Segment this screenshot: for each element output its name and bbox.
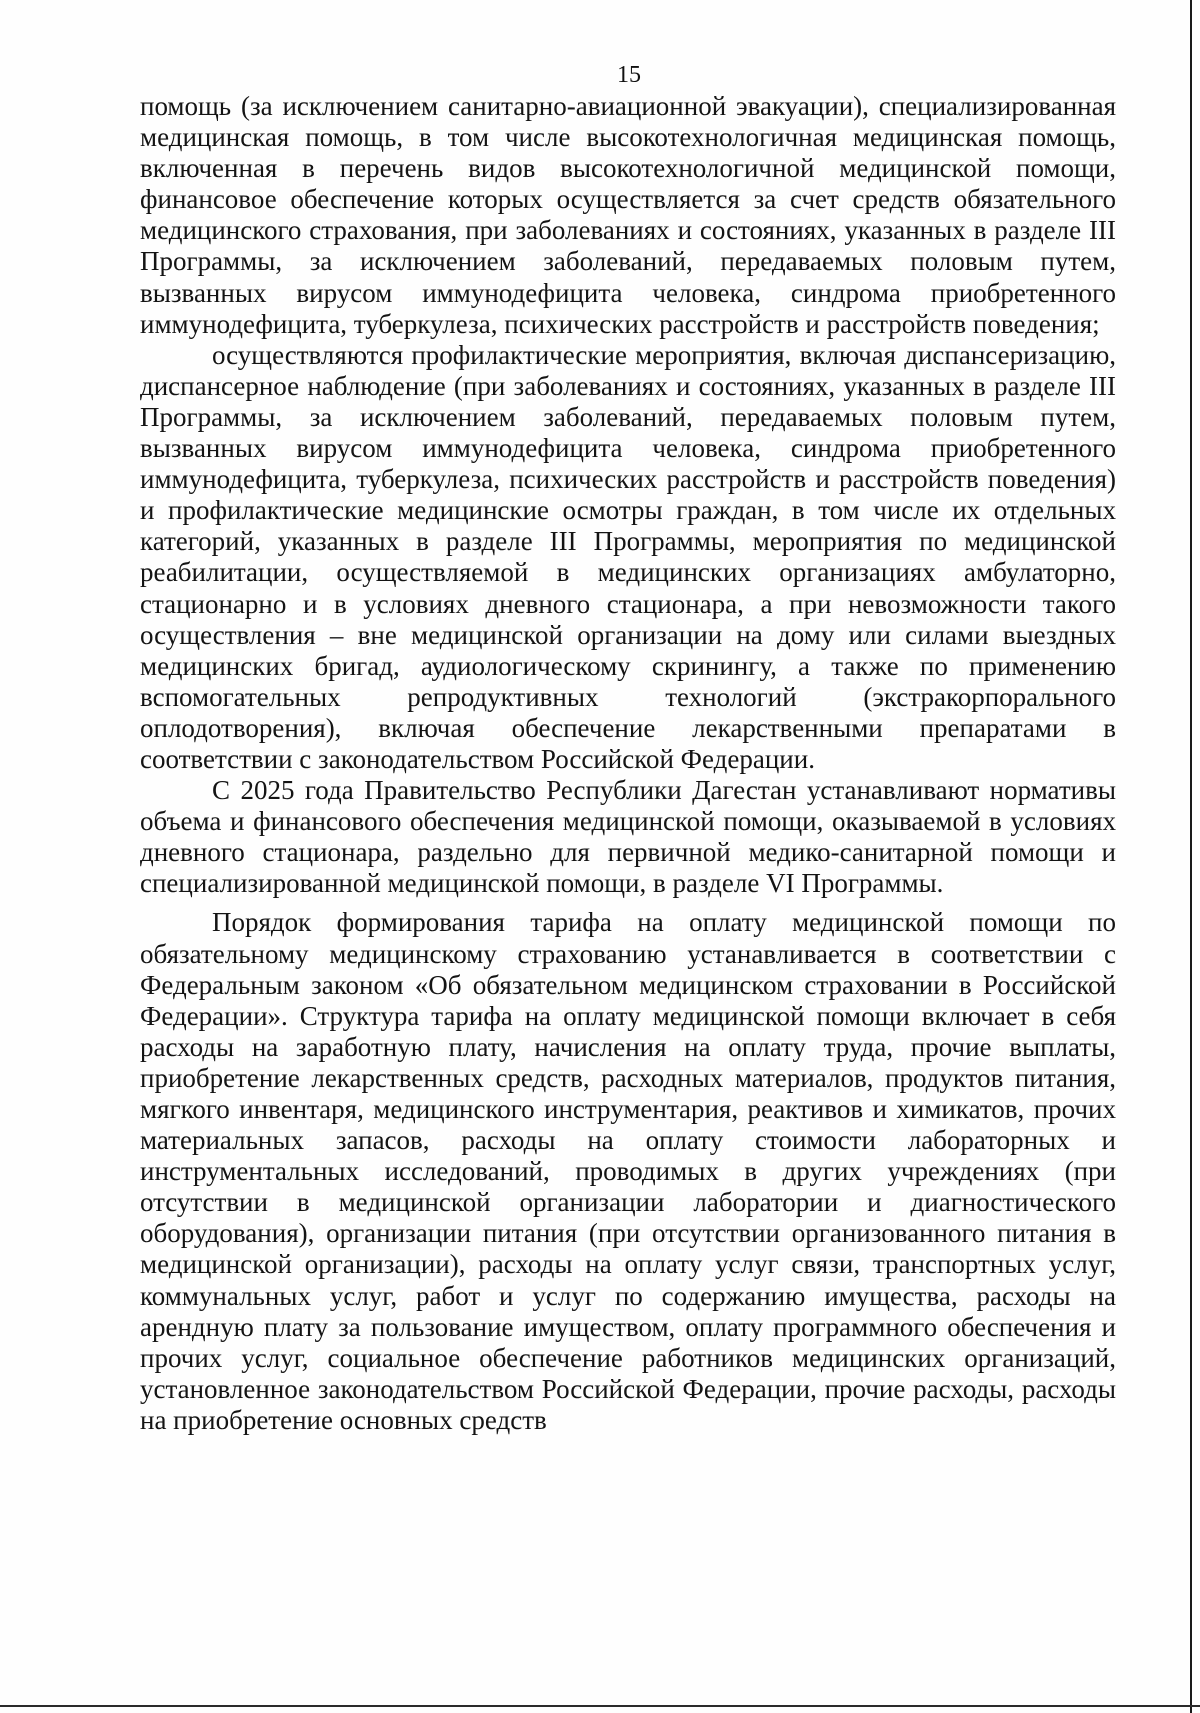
paragraph-4: Порядок формирования тарифа на оплату медицинской помощи по обязательному медицинскому страхованию устанавливается в соответствии с Федеральным законом «Об обязательном медицинском страховании в Российской Федерации». Структура тарифа на оплату медицинской помощи включает в себя расходы на заработную плату, начисления на оплату труда, прочие выплаты, приобретение лекарственных средств, расходных материалов, продуктов питания, мягкого инвентаря, медицинского инструментария, реактивов и химикатов, прочих материальных запасов, расходы на оплату стоимости лабораторных и инструментальных исследований, проводимых в других учреждениях (при отсутствии в медицинской организации лаборатории и диагностического оборудования), организации питания (при отсутствии организованного питания в медицинской организации), расходы на оплату услуг связи, транспортных услуг, коммунальных услуг, работ и услуг по содержанию имущества, расходы на арендную плату за пользование имуществом, оплату программного обеспечения и прочих услуг, социальное обеспечение работников медицинских организаций, установленное законодательством Российской Федерации, прочие расходы, расходы на приобретение основных средств [140,907,1116,1435]
paragraph-1: помощь (за исключением санитарно-авиационной эвакуации), специализированная медицинская помощь, в том числе высокотехнологичная медицинская помощь, включенная в перечень видов высокотехнологичной медицинской помощи, финансовое обеспечение которых осуществляется за счет средств обязательного медицинского страхования, при заболеваниях и состояниях, указанных в разделе III Программы, за исключением заболеваний, передаваемых половым путем, вызванных вирусом иммунодефицита человека, синдрома приобретенного иммунодефицита, туберкулеза, психических расстройств и расстройств поведения; [140,91,1116,339]
scan-edge-right [1190,0,1192,1713]
paragraph-2: осуществляются профилактические мероприятия, включая диспансеризацию, диспансерное наблюдение (при заболеваниях и состояниях, указанных в разделе III Программы, за исключением заболеваний, передаваемых половым путем, вызванных вирусом иммунодефицита человека, синдрома приобретенного иммунодефицита, туберкулеза, психических расстройств и расстройств поведения) и профилактические медицинские осмотры граждан, в том числе их отдельных категорий, указанных в разделе III Программы, мероприятия по медицинской реабилитации, осуществляемой в медицинских организациях амбулаторно, стационарно и в условиях дневного стационара, а при невозможности такого осуществления – вне медицинской организации на дому или силами выездных медицинских бригад, аудиологическому скринингу, а также по применению вспомогательных репродуктивных технологий (экстракорпорального оплодотворения), включая обеспечение лекарственными препаратами в соответствии с законодательством Российской Федерации. [140,339,1116,774]
scan-edge-bottom [0,1705,1200,1707]
page-number: 15 [617,62,641,88]
document-body [140,91,1116,1436]
paragraph-3: С 2025 года Правительство Республики Дагестан устанавливают нормативы объема и финансового обеспечения медицинской помощи, оказываемой в условиях дневного стационара, раздельно для первичной медико-санитарной помощи и специализированной медицинской помощи, в разделе VI Программы. [140,775,1116,899]
